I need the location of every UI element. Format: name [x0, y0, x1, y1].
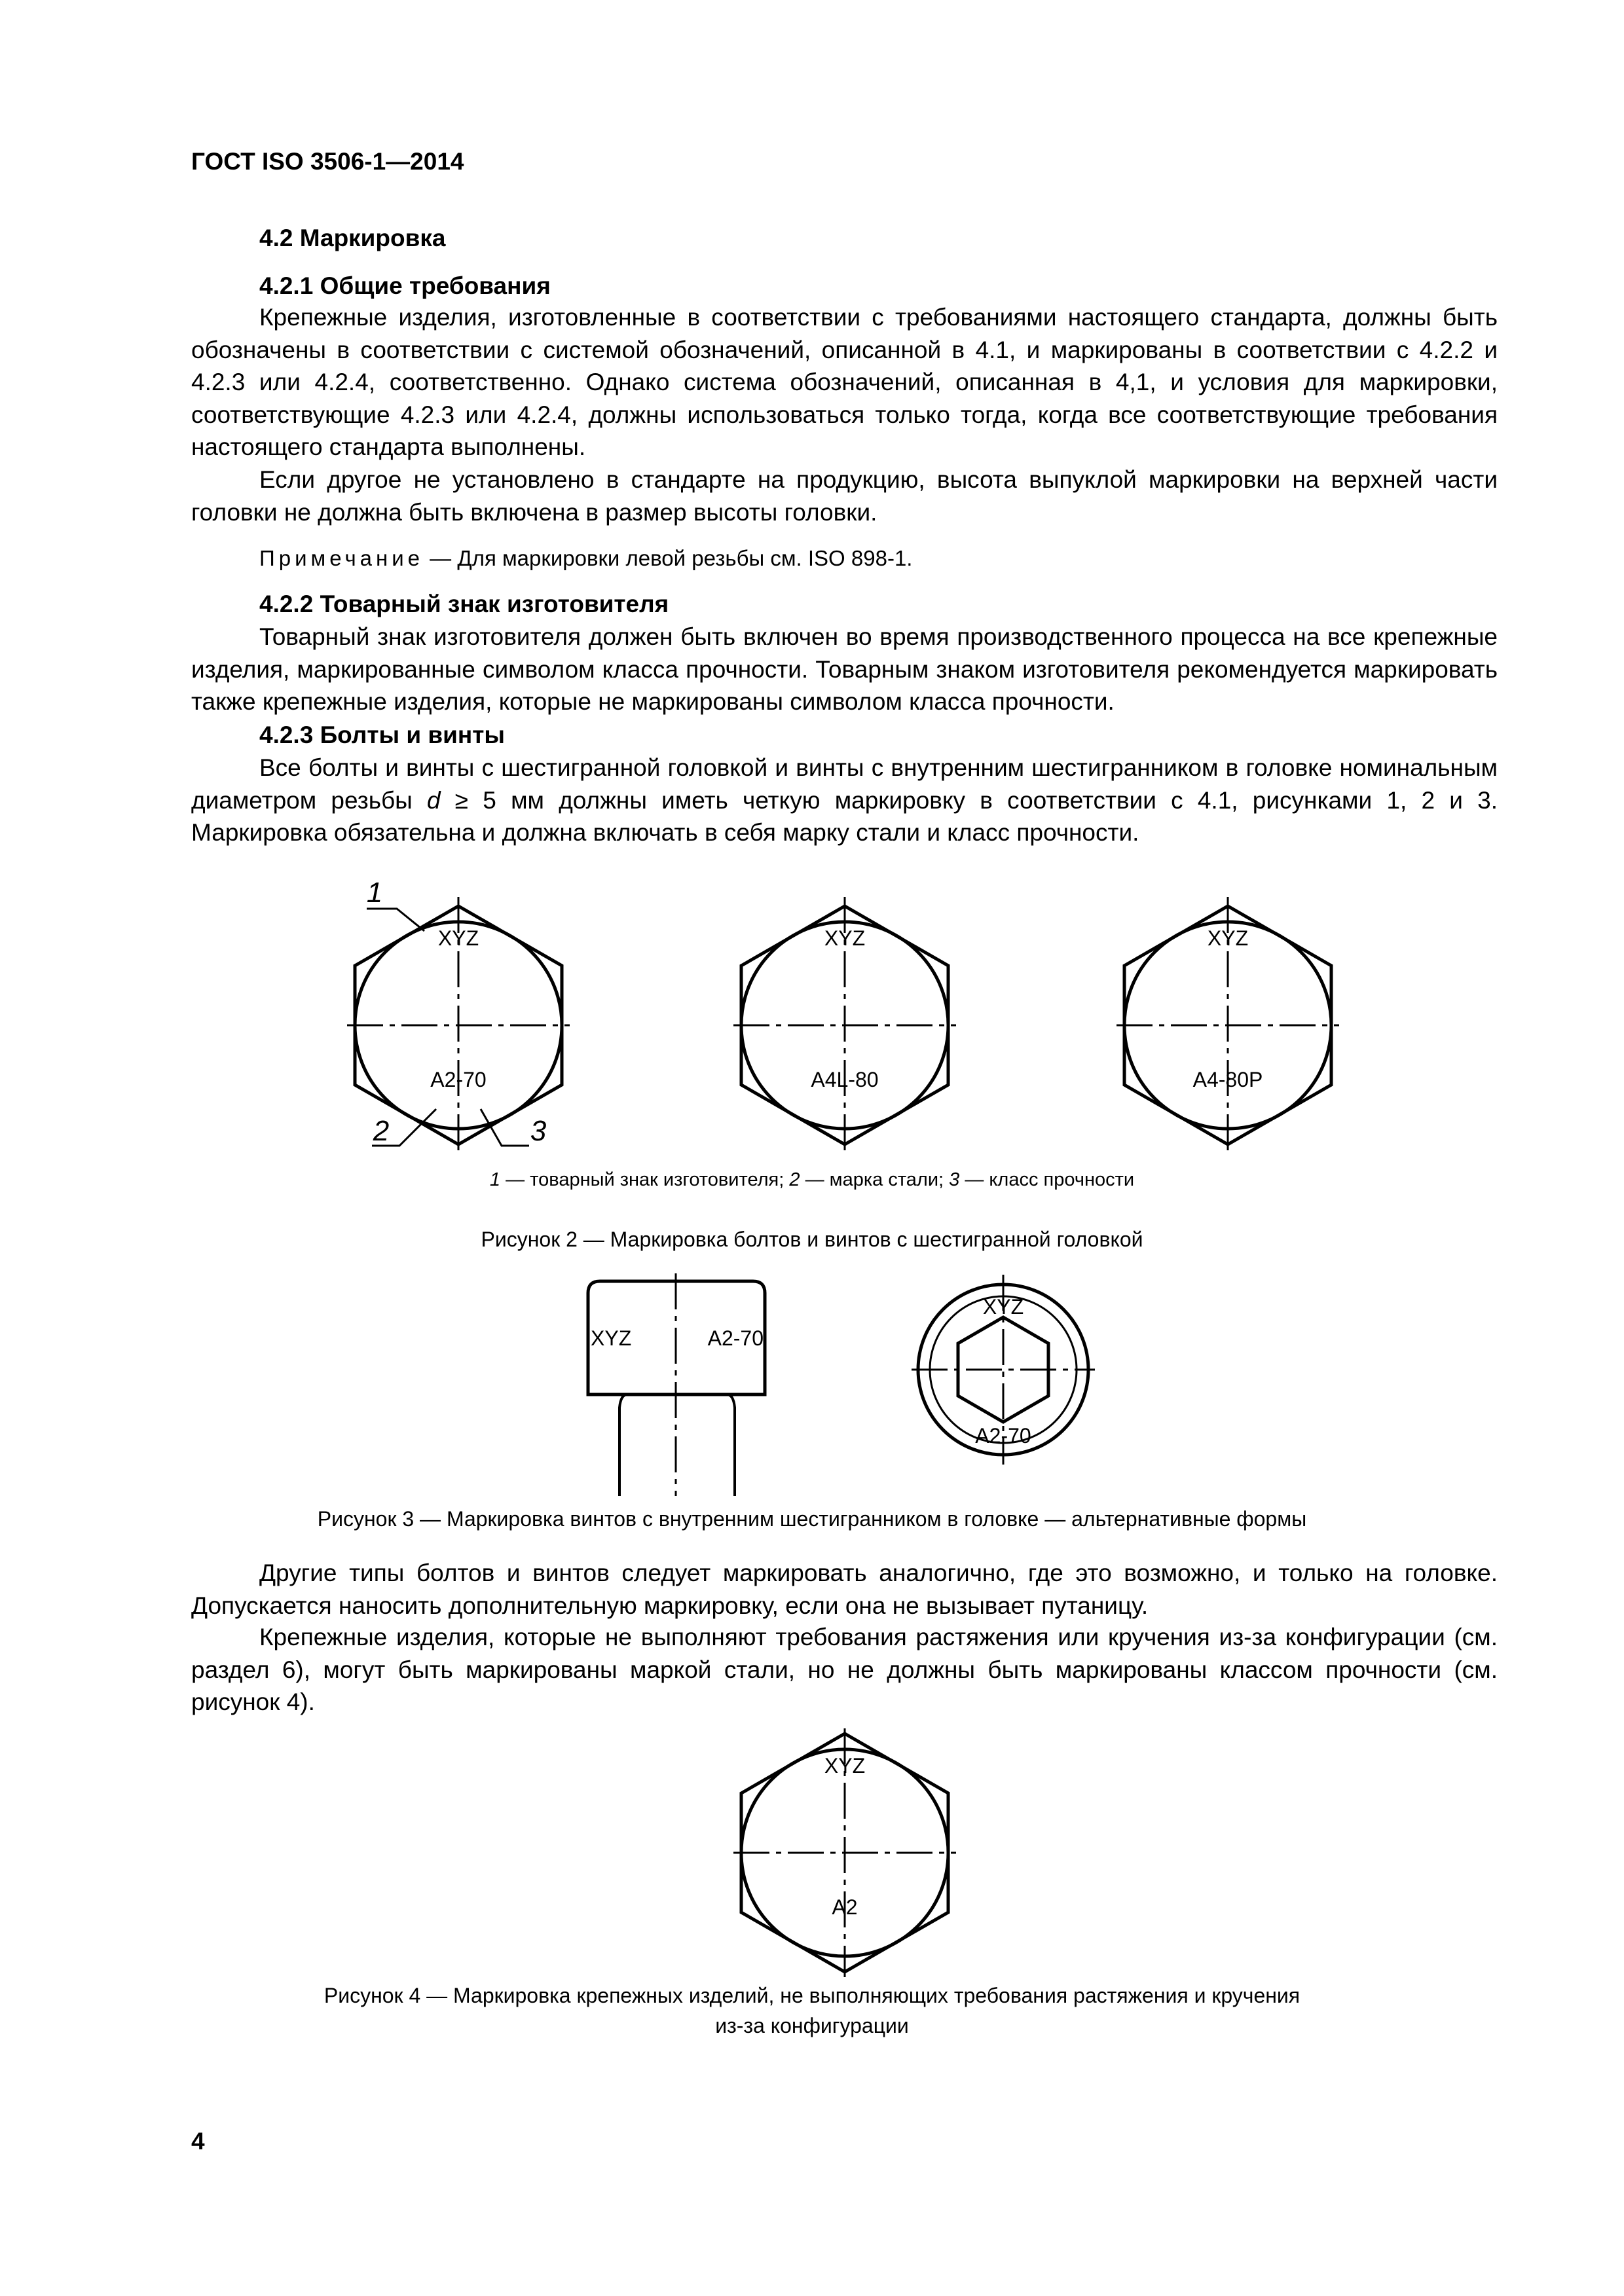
page-number: 4: [191, 2128, 205, 2155]
figure-2-caption: Рисунок 2 — Маркировка болтов и винтов с шестигранной головкой: [481, 1228, 1143, 1251]
top-view-bottom-marking: A2-70: [975, 1424, 1031, 1448]
figure-4-caption-line-1: Рисунок 4 — Маркировка крепежных изделий, не выполняющих требования растяжения и кручения: [323, 1984, 1301, 2007]
head-3-top-marking: XYZ: [1207, 926, 1249, 950]
figure-4-drawing: [0, 1728, 1624, 1977]
legend-key-1: 1: [489, 1169, 501, 1190]
legend-key-2: 2: [789, 1169, 800, 1190]
figure-3-caption: Рисунок 3 — Маркировка винтов с внутренним шестигранником в головке — альтернативные формы: [317, 1507, 1307, 1531]
figure-3-drawing: [0, 1273, 1624, 1496]
section-title: 4.2 Маркировка: [259, 225, 446, 251]
note-text: — Для маркировки левой резьбы см. ISO 898-1.: [424, 546, 913, 570]
side-left-marking: XYZ: [591, 1326, 632, 1350]
paragraph-general-requirements: Крепежные изделия, изготовленные в соответствии с требованиями настоящего стандарта, должны быть обозначены в соответствии с системой обозначений, описанной в 4.1, и маркированы в соответствии с 4.2.2 и 4.2.3 или 4.2.4, соответственно. Однако система обозначений, описанная в 4,1, и условия для маркировки, соответствующие 4.2.3 или 4.2.4, должны использоваться только тогда, когда все соответствующие требования настоящего стандарта выполнены.: [191, 304, 1498, 460]
top-view-top-marking: XYZ: [982, 1295, 1024, 1319]
paragraph-other-types: Другие типы болтов и винтов следует маркировать аналогично, где это возможно, и только на головке. Допускается наносить дополнительную маркировку, если она не вызывает путаницу.: [191, 1559, 1498, 1619]
note: [259, 546, 912, 571]
head-1-top-marking: XYZ: [437, 926, 479, 950]
side-right-marking: A2-70: [707, 1326, 764, 1350]
head-3-bottom-marking: A4-80P: [1192, 1068, 1263, 1091]
head-2-top-marking: XYZ: [824, 926, 866, 950]
subsection-4-2-1-title: 4.2.1 Общие требования: [259, 272, 551, 299]
standard-header: ГОСТ ISO 3506-1—2014: [191, 148, 464, 175]
subsection-4-2-2-title: 4.2.2 Товарный знак изготовителя: [259, 591, 669, 617]
paragraph-bolts-text-b: ≥ 5 мм должны иметь четкую маркировку в соответствии с 4.1, рисунками 1, 2 и 3. Маркировка обязательна и должна включать в себя марку стали и класс прочности.: [191, 786, 1498, 846]
figure-4-caption-line-2: из-за конфигурации: [715, 2014, 909, 2037]
head-2-bottom-marking: A4L-80: [811, 1068, 879, 1091]
head-1-bottom-marking: A2-70: [430, 1068, 487, 1091]
figure-2-drawing: [0, 871, 1624, 1172]
note-label: Примечание: [259, 546, 424, 570]
paragraph-configuration: Крепежные изделия, которые не выполняют требования растяжения или кручения из-за конфигурации (см. раздел 6), могут быть маркированы маркой стали, но не должны быть маркированы классом прочности (см. рисунок 4).: [191, 1624, 1498, 1715]
legend-text-1: — товарный знак изготовителя;: [500, 1169, 790, 1190]
head-bottom-marking: A2: [832, 1895, 858, 1919]
paragraph-trademark: Товарный знак изготовителя должен быть включен во время производственного процесса на все крепежные изделия, маркированные символом класса прочности. Товарным знаком изготовителя рекомендуется маркировать также крепежные изделия, которые не маркированы символом класса прочности.: [191, 623, 1498, 715]
legend-text-3: — класс прочности: [959, 1169, 1135, 1190]
paragraph-bolts-text-a: Все болты и винты с шестигранной головкой и винты с внутренним шестигранником в головке номинальным диаметром резьбы: [191, 754, 1498, 814]
screw-side-view: [588, 1273, 765, 1496]
callout-3: 3: [530, 1115, 547, 1147]
figure-2-legend: [0, 1169, 1624, 1191]
subsection-4-2-3-title: 4.2.3 Болты и винты: [259, 721, 505, 748]
paragraph-bolts-screws: [191, 752, 1498, 849]
paragraph-head-height: Если другое не установлено в стандарте на продукцию, высота выпуклой маркировки на верхней части головки не должна быть включена в размер высоты головки.: [191, 466, 1498, 526]
legend-key-3: 3: [949, 1169, 960, 1190]
head-top-marking: XYZ: [824, 1754, 866, 1777]
callout-2: 2: [373, 1115, 390, 1147]
diameter-symbol: d: [426, 786, 441, 814]
legend-text-2: — марка стали;: [800, 1169, 950, 1190]
callout-1: 1: [366, 877, 383, 909]
